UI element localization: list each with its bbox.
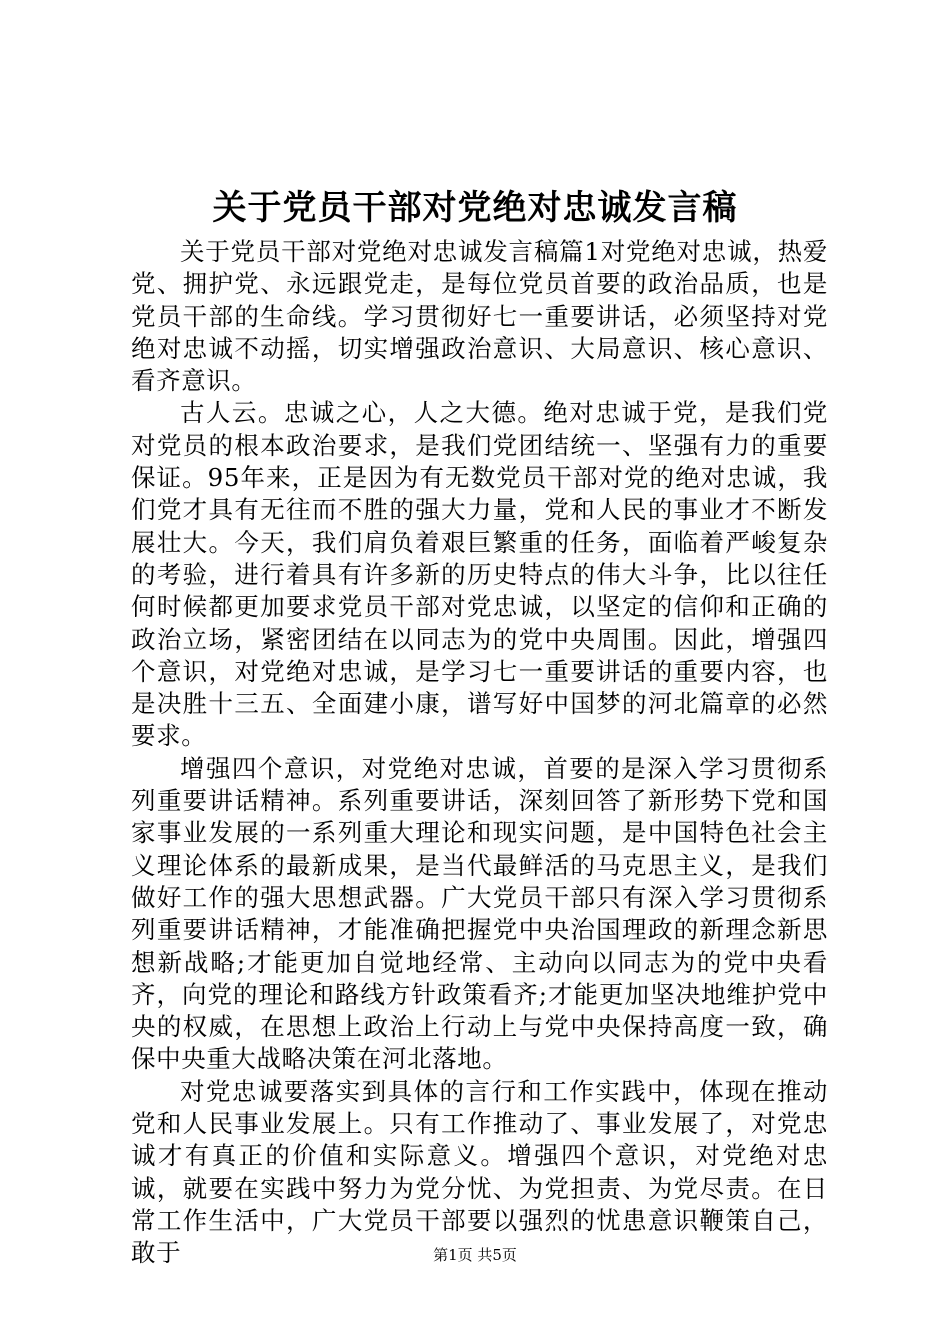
paragraph-2: 古人云。忠诚之心，人之大德。绝对忠诚于党，是我们党对党员的根本政治要求，是我们党团结统一、坚强有力的重要保证。95年来，正是因为有无数党员干部对党的绝对忠诚，我们党才具有无往而不胜的强大力量，党和人民的事业才不断发展壮大。今天，我们肩负着艰巨繁重的任务，面临着严峻复杂的考验，进行着具有许多新的历史特点的伟大斗争，比以往任何时候都更加要求党员干部对党忠诚，以坚定的信仰和正确的政治立场，紧密团结在以同志为的党中央周围。因此，增强四个意识，对党绝对忠诚，是学习七一重要讲话的重要内容，也是决胜十三五、全面建小康，谱写好中国梦的河北篇章的必然要求。 <box>131 398 828 751</box>
document-title: 关于党员干部对党绝对忠诚发言稿 <box>212 188 738 228</box>
paragraph-3: 增强四个意识，对党绝对忠诚，首要的是深入学习贯彻系列重要讲话精神。系列重要讲话，深刻回答了新形势下党和国家事业发展的一系列重大理论和现实问题，是中国特色社会主义理论体系的最新成果，是当代最鲜活的马克思主义，是我们做好工作的强大思想武器。广大党员干部只有深入学习贯彻系列重要讲话精神，才能准确把握党中央治国理政的新理念新思想新战略;才能更加自觉地经常、主动向以同志为的党中央看齐，向党的理论和路线方针政策看齐;才能更加坚决地维护党中央的权威，在思想上政治上行动上与党中央保持高度一致，确保中央重大战略决策在河北落地。 <box>131 753 828 1074</box>
paragraph-1: 关于党员干部对党绝对忠诚发言稿篇1对党绝对忠诚，热爱党、拥护党、永远跟党走，是每位党员首要的政治品质，也是党员干部的生命线。学习贯彻好七一重要讲话，必须坚持对党绝对忠诚不动摇，切实增强政治意识、大局意识、核心意识、看齐意识。 <box>131 237 828 396</box>
paragraph-4: 对党忠诚要落实到具体的言行和工作实践中，体现在推动党和人民事业发展上。只有工作推动了、事业发展了，对党忠诚才有真正的价值和实际意义。增强四个意识，对党绝对忠诚，就要在实践中努力为党分忧、为党担责、为党尽责。在日常工作生活中，广大党员干部要以强烈的忧患意识鞭策自己，敢于 <box>131 1076 828 1268</box>
page-number-footer: 第1页 共5页 <box>433 1246 517 1264</box>
document-body <box>131 236 828 1270</box>
